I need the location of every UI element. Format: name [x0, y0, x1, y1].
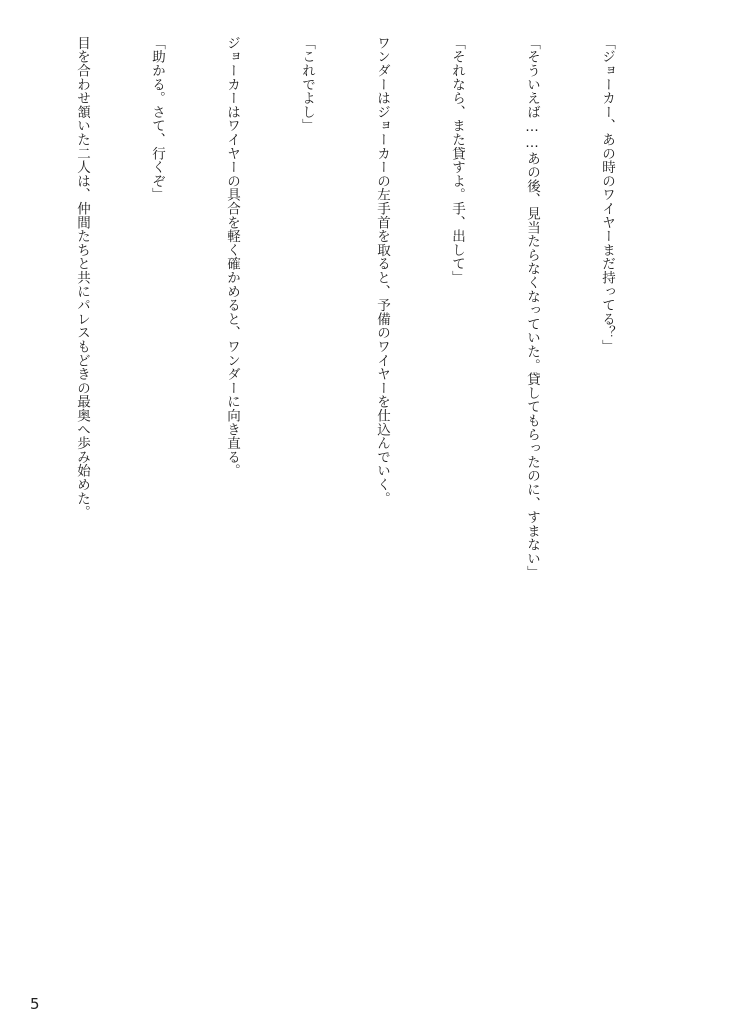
text-line: 「そういえば……あの後、見当たらなくなっていた。貸してもらったのに、すまない」 — [524, 36, 540, 580]
text-line: 「それなら、また貸すよ。手、出して」 — [449, 36, 465, 285]
vertical-text-body — [0, 36, 694, 986]
text-line: ワンダーはジョーカーの左手首を取ると、予備のワイヤーを仕込んでいく。 — [374, 36, 390, 506]
paragraph-gap — [0, 36, 19, 986]
text-line: 目を合わせ頷いた二人は、仲間たちと共にパレスもどきの最奥へ歩み始めた。 — [74, 36, 90, 519]
page-number: 5 — [30, 995, 40, 1013]
text-line: 「助かる。さて、行くぞ」 — [149, 36, 165, 202]
text-line: ジョーカーはワイヤーの具合を軽く確かめると、ワンダーに向き直る。 — [224, 36, 240, 478]
text-line: 「ジョーカー、あの時のワイヤーまだ持ってる？」 — [599, 36, 615, 354]
text-line: 「これでよし」 — [299, 36, 315, 133]
